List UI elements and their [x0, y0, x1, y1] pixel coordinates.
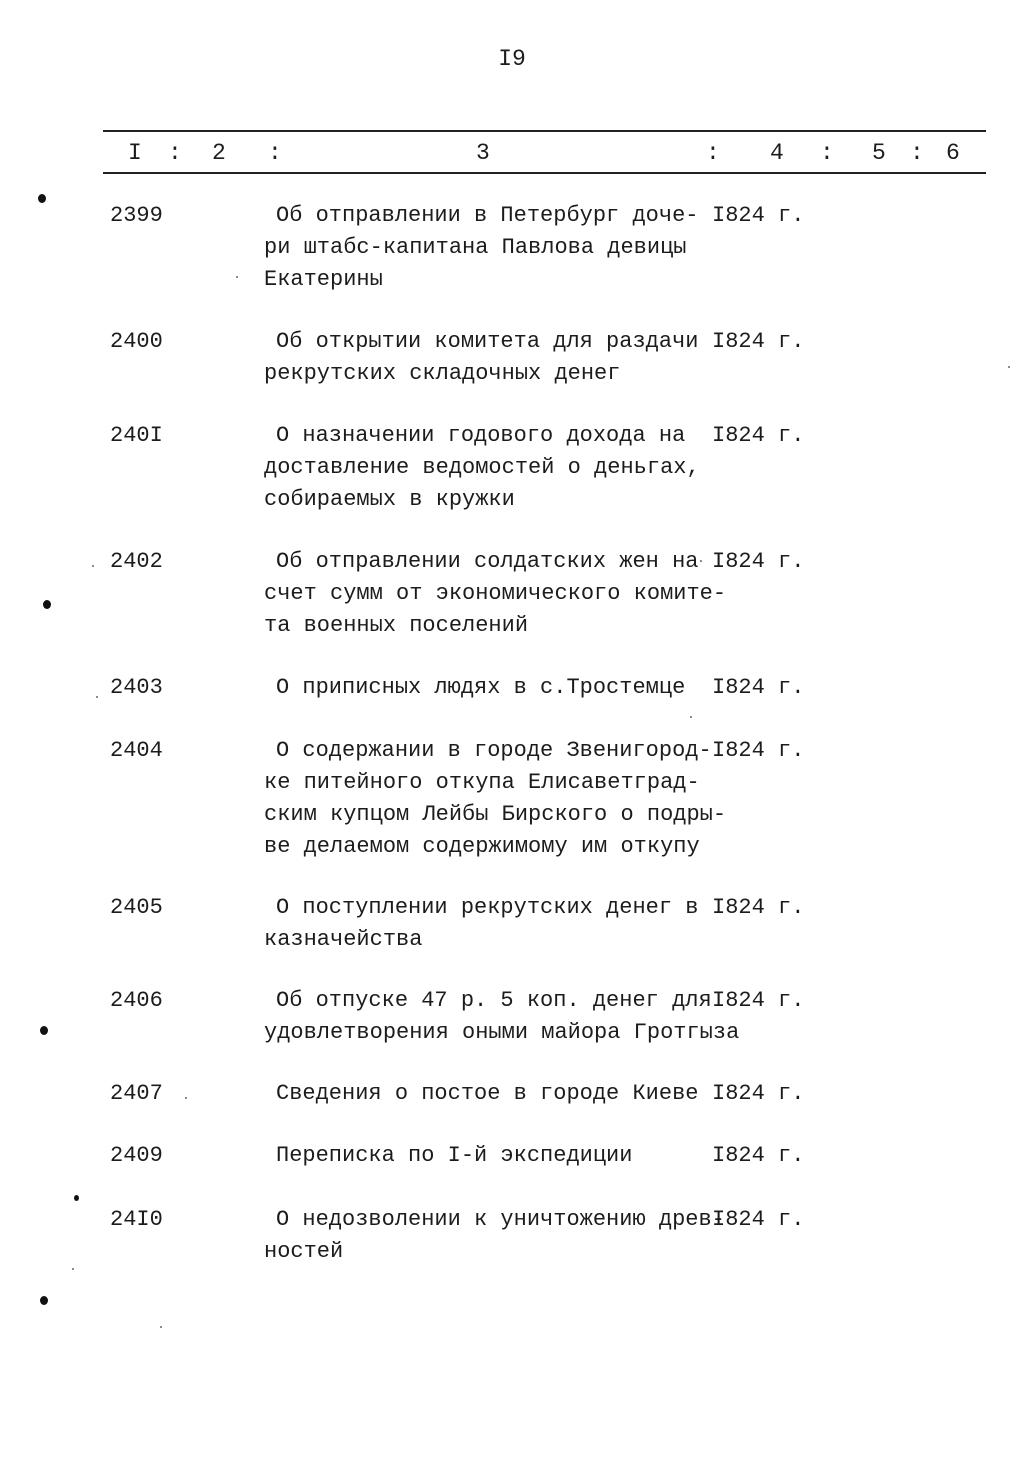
record-date [712, 420, 804, 452]
record-number: 2405 [110, 895, 163, 920]
record-number: 240I [110, 423, 163, 448]
record-title [264, 1078, 714, 1110]
record-title-line: Сведения о постое в городе Киеве [276, 1081, 699, 1106]
record-year: I824 [712, 988, 765, 1013]
year-suffix: г. [778, 1143, 805, 1168]
header-top-rule [103, 130, 986, 132]
column-separator: : [910, 140, 924, 166]
record-number: 2407 [110, 1081, 163, 1106]
record-year: I824 [712, 1081, 765, 1106]
record-number: 2409 [110, 1143, 163, 1168]
record-year: I824 [712, 549, 765, 574]
record-number: 2404 [110, 738, 163, 763]
record-title-line: О содержании в городе Звенигород- [276, 738, 712, 763]
record-title-line: собираемых в кружки [264, 487, 515, 512]
record-year: I824 [712, 203, 765, 228]
record-title [264, 672, 714, 704]
record-year: I824 [712, 738, 765, 763]
record-number: 2400 [110, 329, 163, 354]
record-title-line: Об открытии комитета для раздачи [276, 329, 699, 354]
record-title [264, 735, 727, 863]
record-title [264, 200, 714, 296]
record-date [712, 985, 804, 1017]
record-title [264, 1204, 725, 1268]
record-title-line: рекрутских складочных денег [264, 361, 621, 386]
record-title-line: удовлетворения оными майора Гротгыза [264, 1020, 740, 1045]
scan-speck [72, 1268, 74, 1270]
record-title [264, 326, 714, 390]
record-title-line: О назначении годового дохода на [276, 423, 686, 448]
record-title-line: ностей [264, 1239, 344, 1264]
column-header-3: 3 [476, 140, 490, 166]
record-date [712, 546, 804, 578]
record-title [264, 420, 714, 516]
header-bottom-rule [103, 172, 986, 174]
record-date [712, 326, 804, 358]
column-header-4: 4 [770, 140, 784, 166]
scan-speck [700, 560, 702, 562]
record-title-line: О приписных людях в с.Тростемце [276, 675, 686, 700]
record-title [264, 546, 727, 642]
record-title-line: ским купцом Лейбы Бирского о подры- [264, 802, 727, 827]
record-year: I824 [712, 675, 765, 700]
scan-speck [96, 696, 98, 698]
record-date [712, 1078, 804, 1110]
year-suffix: г. [778, 895, 805, 920]
scan-mark [40, 1296, 48, 1305]
scan-mark [40, 1026, 48, 1035]
record-year: I824 [712, 423, 765, 448]
record-title-line: ри штабс-капитана Павлова девицы [264, 235, 687, 260]
scan-speck [690, 716, 692, 718]
record-title-line: О недозволении к уничтожению древ- [276, 1207, 725, 1232]
record-title-line: О поступлении рекрутских денег в [276, 895, 699, 920]
record-year: I824 [712, 1143, 765, 1168]
record-title-line: Переписка по I-й экспедиции [276, 1143, 633, 1168]
column-separator: : [820, 140, 834, 166]
scan-mark [74, 1195, 79, 1201]
record-date [712, 200, 804, 232]
scan-speck [160, 1326, 162, 1328]
record-number: 24I0 [110, 1207, 163, 1232]
record-number: 2399 [110, 203, 163, 228]
record-title-line: Об отпуске 47 р. 5 коп. денег для [276, 988, 712, 1013]
record-title-line: доставление ведомостей о деньгах, [264, 455, 700, 480]
column-header-2: 2 [212, 140, 226, 166]
record-date [712, 1140, 804, 1172]
scan-speck [185, 1097, 187, 1099]
column-separator: : [168, 140, 182, 166]
record-year: I824 [712, 1207, 765, 1232]
year-suffix: г. [778, 549, 805, 574]
column-separator: : [706, 140, 720, 166]
record-title-line: Об отправлении в Петербург доче- [276, 203, 699, 228]
year-suffix: г. [778, 1207, 805, 1232]
year-suffix: г. [778, 329, 805, 354]
record-title [264, 892, 714, 956]
record-title-line: казначейства [264, 927, 423, 952]
record-title-line: ке питейного откупа Елисаветград- [264, 770, 700, 795]
column-header-1: I [128, 140, 142, 166]
year-suffix: г. [778, 738, 805, 763]
year-suffix: г. [778, 988, 805, 1013]
record-number: 2406 [110, 988, 163, 1013]
column-header-6: 6 [946, 140, 960, 166]
record-date [712, 892, 804, 924]
scan-mark [43, 600, 51, 609]
record-date [712, 672, 804, 704]
record-number: 2402 [110, 549, 163, 574]
record-title-line: Екатерины [264, 267, 383, 292]
record-title-line: та военных поселений [264, 613, 529, 638]
scan-speck [1008, 366, 1010, 368]
record-title [264, 1140, 714, 1172]
record-year: I824 [712, 895, 765, 920]
column-header-5: 5 [872, 140, 886, 166]
record-year: I824 [712, 329, 765, 354]
record-date [712, 1204, 804, 1236]
record-title-line: счет сумм от экономического комите- [264, 581, 727, 606]
column-separator: : [268, 140, 282, 166]
year-suffix: г. [778, 1081, 805, 1106]
record-title-line: Об отправлении солдатских жен на [276, 549, 699, 574]
year-suffix: г. [778, 203, 805, 228]
record-date [712, 735, 804, 767]
scan-speck [92, 565, 94, 567]
year-suffix: г. [778, 675, 805, 700]
scan-mark [38, 194, 46, 203]
record-number: 2403 [110, 675, 163, 700]
page-number: I9 [498, 46, 526, 72]
year-suffix: г. [778, 423, 805, 448]
scan-speck [236, 276, 238, 278]
record-title-line: ве делаемом содержимому им откупу [264, 834, 700, 859]
